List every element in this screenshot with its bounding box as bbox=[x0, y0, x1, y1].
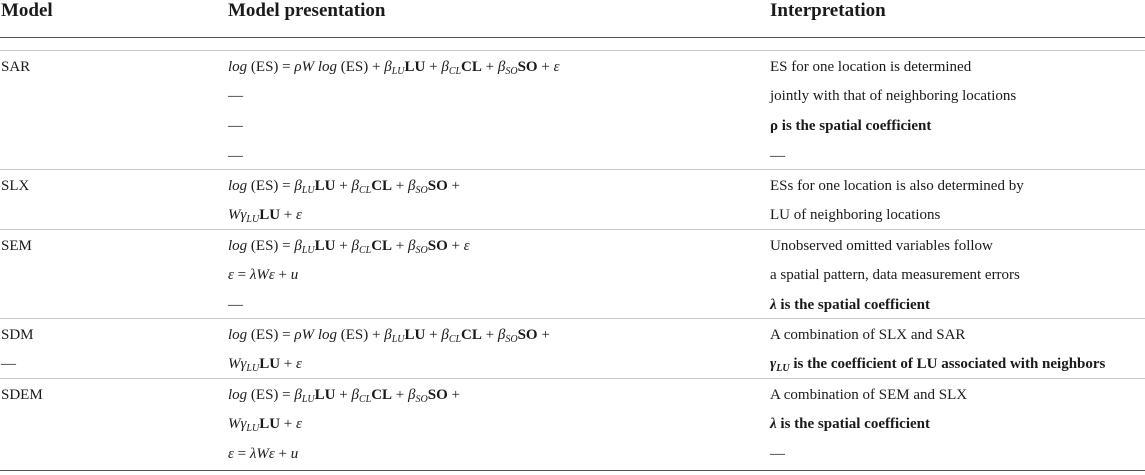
formula-sdem-2: $W\gamma_{LU}LU + \varepsilon$ bbox=[228, 416, 302, 434]
presentation-cell: — bbox=[228, 148, 243, 164]
table-row bbox=[0, 408, 1145, 438]
interpretation-cell: LU of neighboring locations bbox=[770, 207, 941, 223]
formula-sdm-1: log (ES) = ρW $\log (ES) + \beta_{LU}LU + \beta_{CL}CL + \beta_{SO}SO$ + bbox=[228, 327, 550, 345]
formula-slx-1: $\log (ES) = \beta_{LU}LU + \beta_{CL}CL + \beta_{SO}SO$ + bbox=[228, 178, 460, 196]
interpretation-cell: — bbox=[770, 148, 785, 164]
header-model: Model bbox=[1, 0, 53, 21]
interpretation-cell: ES for one location is determined bbox=[770, 59, 972, 75]
interpretation-cell: — bbox=[770, 446, 785, 462]
formula-sdem-1: $\log (ES) = \beta_{LU}LU + \beta_{CL}CL + \beta_{SO}SO$ + bbox=[228, 387, 460, 405]
model-cell: SAR bbox=[1, 59, 31, 75]
interpretation-cell: a spatial pattern, data measurement errors bbox=[770, 267, 1020, 283]
formula-sdm-2: $W\gamma_{LU}LU + \varepsilon$ bbox=[228, 356, 302, 374]
interpretation-cell: ρ is the spatial coefficient bbox=[770, 118, 932, 134]
table-row bbox=[0, 289, 1145, 319]
formula-sem-2: ε = λWε + u bbox=[228, 267, 299, 283]
table-row bbox=[0, 378, 1145, 409]
interpretation-cell: A combination of SLX and SAR bbox=[770, 327, 966, 343]
table-header bbox=[0, 0, 1145, 38]
model-cell: SDEM bbox=[1, 387, 43, 403]
model-cell: SDM bbox=[1, 327, 34, 343]
formula-sar: log (ES) = ρW $\log (ES) + \beta_{LU}LU + \beta_{CL}CL + \beta_{SO}SO + \varepsilon$ bbox=[228, 59, 560, 77]
interpretation-cell: A combination of SEM and SLX bbox=[770, 387, 968, 403]
formula-slx-2: $W\gamma_{LU}LU + \varepsilon$ bbox=[228, 207, 302, 225]
interpretation-cell: ESs for one location is also determined by bbox=[770, 178, 1024, 194]
table-row bbox=[0, 199, 1145, 229]
presentation-cell: — bbox=[228, 297, 243, 313]
model-cell: SEM bbox=[1, 238, 32, 254]
interpretation-cell: Unobserved omitted variables follow bbox=[770, 238, 993, 254]
table-row bbox=[0, 318, 1145, 349]
interpretation-cell: jointly with that of neighboring locations bbox=[770, 88, 1017, 104]
header-interpretation: Interpretation bbox=[770, 0, 886, 21]
model-cell: SLX bbox=[1, 178, 30, 194]
table-row bbox=[0, 229, 1145, 260]
presentation-cell: — bbox=[228, 88, 243, 104]
table-row bbox=[0, 80, 1145, 110]
interpretation-cell: $\gamma_{LU}$ is the coefficient of LU associated with neighbors bbox=[770, 356, 1106, 374]
table-row bbox=[0, 140, 1145, 170]
table-row bbox=[0, 259, 1145, 289]
formula-sem-1: $\log (ES) = \beta_{LU}LU + \beta_{CL}CL + \beta_{SO}SO + \varepsilon$ bbox=[228, 238, 470, 256]
table-row bbox=[0, 348, 1145, 378]
interpretation-cell: λ is the spatial coefficient bbox=[770, 416, 930, 432]
table-row bbox=[0, 438, 1145, 468]
interpretation-cell: λ is the spatial coefficient bbox=[770, 297, 930, 313]
header-model-presentation: Model presentation bbox=[228, 0, 386, 21]
formula-sdem-3: ε = λWε + u bbox=[228, 446, 299, 462]
presentation-cell: — bbox=[228, 118, 243, 134]
table-row bbox=[0, 50, 1145, 81]
table-row bbox=[0, 169, 1145, 200]
model-cell: — bbox=[1, 356, 16, 372]
table-row bbox=[0, 110, 1145, 140]
table-bottom-rule bbox=[0, 470, 1145, 471]
